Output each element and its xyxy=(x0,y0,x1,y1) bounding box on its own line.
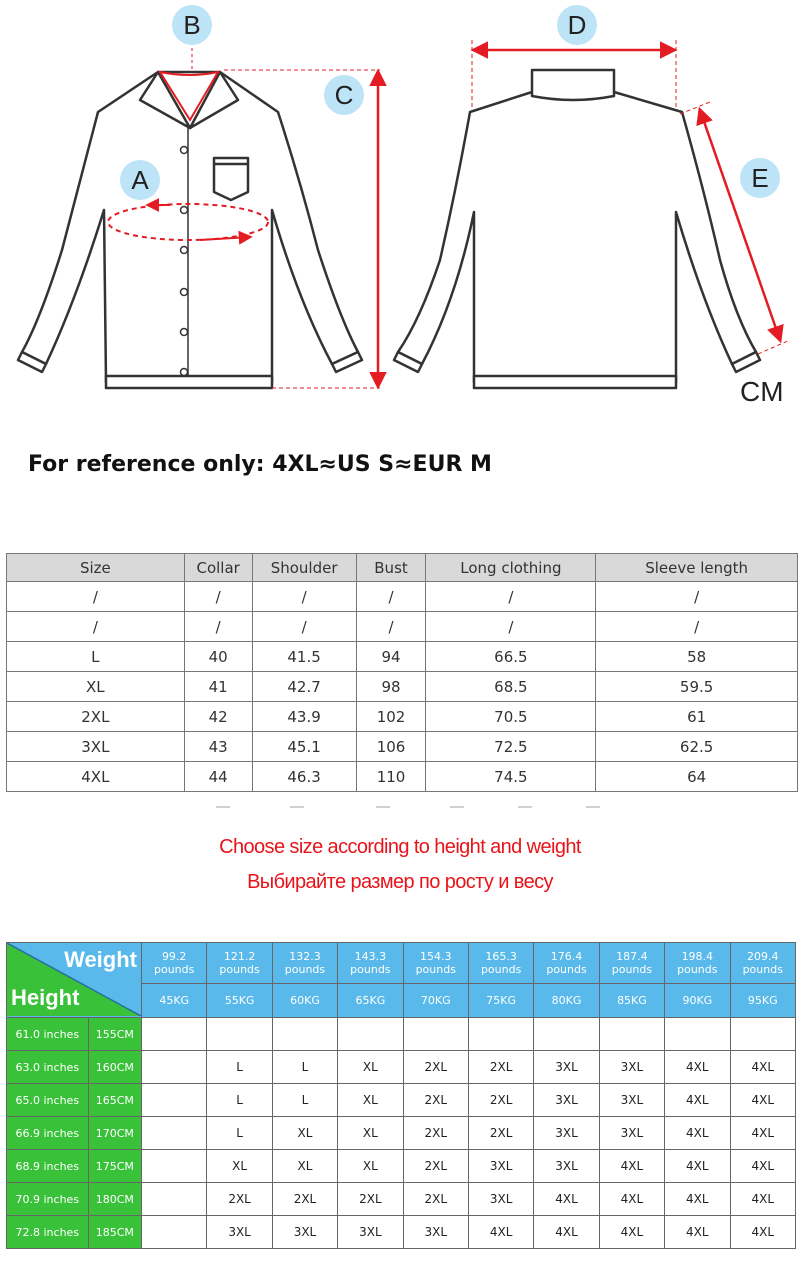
weight-kg-header: 45KG xyxy=(142,984,207,1018)
weight-kg-header: 95KG xyxy=(730,984,795,1018)
size-table-cell: 66.5 xyxy=(426,642,596,672)
size-table-cell: / xyxy=(596,582,798,612)
weight-pounds-header xyxy=(403,943,468,984)
height-inches-cell: 66.9 inches xyxy=(7,1117,89,1150)
size-table-row xyxy=(7,672,798,702)
size-table-row xyxy=(7,582,798,612)
size-table-cell: 42.7 xyxy=(252,672,356,702)
size-table-cell: / xyxy=(252,582,356,612)
height-cm-cell: 170CM xyxy=(88,1117,141,1150)
weight-pounds-header xyxy=(142,943,207,984)
size-recommendation-cell: 4XL xyxy=(730,1216,795,1249)
size-table-cell: / xyxy=(252,612,356,642)
size-table-cell: 98 xyxy=(356,672,426,702)
weight-pounds-header xyxy=(468,943,533,984)
size-recommendation-cell: XL xyxy=(207,1150,272,1183)
weight-kg-header: 90KG xyxy=(665,984,730,1018)
weight-pounds-header xyxy=(665,943,730,984)
size-table-cell: / xyxy=(356,582,426,612)
height-label: Height xyxy=(11,985,80,1010)
size-recommendation-cell xyxy=(730,1018,795,1051)
reference-note: For reference only: 4XL≈US S≈EUR M xyxy=(28,452,492,477)
weight-pounds-unit: pounds xyxy=(284,963,326,976)
weight-pounds-header xyxy=(338,943,403,984)
size-table-cell: / xyxy=(596,612,798,642)
weight-pounds-unit: pounds xyxy=(154,963,195,976)
label-a-badge: A xyxy=(120,160,160,200)
header-collar: Collar xyxy=(184,554,252,582)
height-row xyxy=(7,1084,796,1117)
size-recommendation-cell: 4XL xyxy=(730,1084,795,1117)
size-table-cell: 3XL xyxy=(7,732,185,762)
divider-dot xyxy=(586,806,600,808)
size-table-cell: 42 xyxy=(184,702,252,732)
size-table-cell: / xyxy=(426,582,596,612)
size-table-cell: 41.5 xyxy=(252,642,356,672)
height-inches-cell: 61.0 inches xyxy=(7,1018,89,1051)
size-recommendation-cell xyxy=(142,1051,207,1084)
size-table-cell: / xyxy=(7,582,185,612)
size-recommendation-cell: 4XL xyxy=(534,1216,599,1249)
size-table-row xyxy=(7,762,798,792)
weight-pounds-unit: pounds xyxy=(415,963,456,976)
weight-pounds-value: 99.2 xyxy=(161,950,187,963)
height-row xyxy=(7,1117,796,1150)
size-table-cell: 62.5 xyxy=(596,732,798,762)
divider-dot xyxy=(290,806,304,808)
unit-label: CM xyxy=(740,376,784,407)
height-cm-cell: 155CM xyxy=(88,1018,141,1051)
height-inches-cell: 68.9 inches xyxy=(7,1150,89,1183)
weight-pounds-value: 154.3 xyxy=(420,950,452,963)
weight-pounds-header xyxy=(207,943,272,984)
size-recommendation-cell xyxy=(468,1018,533,1051)
size-table-cell: 44 xyxy=(184,762,252,792)
size-recommendation-cell: 4XL xyxy=(599,1216,664,1249)
size-recommendation-cell xyxy=(534,1018,599,1051)
size-table-cell: 4XL xyxy=(7,762,185,792)
size-recommendation-cell: 3XL xyxy=(403,1216,468,1249)
height-cm-cell: 175CM xyxy=(88,1150,141,1183)
size-recommendation-cell: L xyxy=(207,1117,272,1150)
size-table-cell: / xyxy=(356,612,426,642)
table-corner xyxy=(7,943,142,1018)
size-recommendation-cell xyxy=(142,1018,207,1051)
divider-dot xyxy=(216,806,230,808)
weight-kg-header: 75KG xyxy=(468,984,533,1018)
weight-pounds-value: 209.4 xyxy=(747,950,779,963)
size-recommendation-cell: XL xyxy=(338,1084,403,1117)
divider-dot xyxy=(450,806,464,808)
size-table-cell: XL xyxy=(7,672,185,702)
size-table-cell: / xyxy=(184,612,252,642)
height-inches-cell: 72.8 inches xyxy=(7,1216,89,1249)
size-recommendation-cell xyxy=(665,1018,730,1051)
size-recommendation-cell xyxy=(142,1084,207,1117)
height-inches-cell: 70.9 inches xyxy=(7,1183,89,1216)
height-row xyxy=(7,1018,796,1051)
weight-pounds-value: 187.4 xyxy=(616,950,648,963)
size-recommendation-cell xyxy=(338,1018,403,1051)
size-recommendation-cell: 3XL xyxy=(534,1117,599,1150)
height-cm-cell: 180CM xyxy=(88,1183,141,1216)
size-recommendation-cell: 2XL xyxy=(403,1051,468,1084)
height-cm-cell: 185CM xyxy=(88,1216,141,1249)
choose-size-text-ru: Выбирайте размер по росту и весу xyxy=(247,871,553,893)
size-recommendation-cell: 2XL xyxy=(468,1084,533,1117)
weight-label: Weight xyxy=(64,947,137,972)
weight-kg-header: 80KG xyxy=(534,984,599,1018)
size-recommendation-cell: XL xyxy=(272,1117,337,1150)
size-recommendation-cell: 2XL xyxy=(468,1051,533,1084)
weight-pounds-value: 132.3 xyxy=(289,950,321,963)
weight-pounds-value: 198.4 xyxy=(681,950,714,963)
weight-pounds-header xyxy=(534,943,599,984)
size-table-cell: 64 xyxy=(596,762,798,792)
size-recommendation-cell: 2XL xyxy=(403,1150,468,1183)
size-recommendation-cell xyxy=(142,1117,207,1150)
size-recommendation-cell xyxy=(142,1183,207,1216)
size-recommendation-cell: 3XL xyxy=(338,1216,403,1249)
height-cm-cell: 165CM xyxy=(88,1084,141,1117)
header-size: Size xyxy=(7,554,185,582)
measurement-diagram xyxy=(0,0,800,420)
size-recommendation-cell: 4XL xyxy=(599,1183,664,1216)
size-table-cell: 106 xyxy=(356,732,426,762)
size-recommendation-cell: 4XL xyxy=(468,1216,533,1249)
height-row xyxy=(7,1216,796,1249)
size-recommendation-cell: L xyxy=(272,1084,337,1117)
size-table-cell: / xyxy=(7,612,185,642)
size-table-cell: 72.5 xyxy=(426,732,596,762)
height-inches-cell: 63.0 inches xyxy=(7,1051,89,1084)
size-table-cell: 110 xyxy=(356,762,426,792)
header-bust: Bust xyxy=(356,554,426,582)
weight-pounds-unit: pounds xyxy=(742,963,783,976)
weight-kg-header: 65KG xyxy=(338,984,403,1018)
height-row xyxy=(7,1183,796,1216)
size-table xyxy=(6,553,798,792)
header-long-clothing: Long clothing xyxy=(426,554,596,582)
weight-pounds-unit: pounds xyxy=(350,963,391,976)
label-c-badge: C xyxy=(324,75,364,115)
weight-kg-header: 60KG xyxy=(272,984,337,1018)
size-table-cell: 74.5 xyxy=(426,762,596,792)
weight-pounds-value: 176.4 xyxy=(550,950,583,963)
label-d-badge: D xyxy=(557,5,597,45)
size-recommendation-cell: XL xyxy=(338,1117,403,1150)
size-recommendation-cell: 4XL xyxy=(730,1117,795,1150)
size-recommendation-cell: 3XL xyxy=(599,1084,664,1117)
size-table-cell: L xyxy=(7,642,185,672)
size-recommendation-cell: 4XL xyxy=(665,1216,730,1249)
size-recommendation-cell: 2XL xyxy=(403,1183,468,1216)
size-recommendation-cell: 4XL xyxy=(730,1150,795,1183)
weight-pounds-value: 165.3 xyxy=(485,950,517,963)
weight-pounds-header xyxy=(730,943,795,984)
size-table-cell: 59.5 xyxy=(596,672,798,702)
size-recommendation-cell: XL xyxy=(338,1051,403,1084)
size-table-cell: 40 xyxy=(184,642,252,672)
size-table-cell: 58 xyxy=(596,642,798,672)
size-recommendation-cell: 2XL xyxy=(403,1084,468,1117)
size-recommendation-cell: L xyxy=(207,1051,272,1084)
weight-kg-header: 55KG xyxy=(207,984,272,1018)
size-recommendation-cell: XL xyxy=(272,1150,337,1183)
size-recommendation-cell: 3XL xyxy=(207,1216,272,1249)
size-recommendation-cell: 3XL xyxy=(534,1051,599,1084)
size-recommendation-cell: 4XL xyxy=(665,1084,730,1117)
size-table-row xyxy=(7,702,798,732)
size-recommendation-cell: 4XL xyxy=(665,1051,730,1084)
size-recommendation-cell xyxy=(207,1018,272,1051)
size-table-cell: 70.5 xyxy=(426,702,596,732)
size-recommendation-cell: 4XL xyxy=(730,1183,795,1216)
weight-pounds-unit: pounds xyxy=(219,963,260,976)
size-recommendation-cell: 2XL xyxy=(338,1183,403,1216)
size-recommendation-cell: 2XL xyxy=(207,1183,272,1216)
divider-dot xyxy=(376,806,390,808)
size-recommendation-cell: 3XL xyxy=(468,1183,533,1216)
size-table-cell: 102 xyxy=(356,702,426,732)
weight-pounds-value: 121.2 xyxy=(223,950,256,963)
size-recommendation-cell: XL xyxy=(338,1150,403,1183)
size-table-header xyxy=(7,554,798,582)
size-recommendation-cell: L xyxy=(207,1084,272,1117)
weight-pounds-value: 143.3 xyxy=(354,950,387,963)
size-table-cell: / xyxy=(184,582,252,612)
size-recommendation-cell: 3XL xyxy=(599,1051,664,1084)
size-recommendation-cell: 4XL xyxy=(665,1150,730,1183)
size-table-cell: 68.5 xyxy=(426,672,596,702)
size-recommendation-cell: 4XL xyxy=(665,1117,730,1150)
size-recommendation-cell: 3XL xyxy=(534,1150,599,1183)
weight-kg-header: 70KG xyxy=(403,984,468,1018)
height-weight-table xyxy=(6,942,796,1249)
height-row xyxy=(7,1051,796,1084)
size-recommendation-cell xyxy=(142,1216,207,1249)
size-table-cell: 45.1 xyxy=(252,732,356,762)
size-recommendation-cell: 3XL xyxy=(272,1216,337,1249)
size-recommendation-cell: 4XL xyxy=(665,1183,730,1216)
size-recommendation-cell: 2XL xyxy=(403,1117,468,1150)
height-inches-cell: 65.0 inches xyxy=(7,1084,89,1117)
header-shoulder: Shoulder xyxy=(252,554,356,582)
height-row xyxy=(7,1150,796,1183)
weight-pounds-unit: pounds xyxy=(611,963,653,976)
size-table-row xyxy=(7,642,798,672)
size-recommendation-cell: 3XL xyxy=(599,1117,664,1150)
size-recommendation-cell: 2XL xyxy=(468,1117,533,1150)
size-recommendation-cell xyxy=(403,1018,468,1051)
size-table-cell: 46.3 xyxy=(252,762,356,792)
size-recommendation-cell: L xyxy=(272,1051,337,1084)
header-sleeve-length: Sleeve length xyxy=(596,554,798,582)
weight-pounds-unit: pounds xyxy=(677,963,718,976)
size-recommendation-cell: 2XL xyxy=(272,1183,337,1216)
size-recommendation-cell xyxy=(142,1150,207,1183)
label-e-badge: E xyxy=(740,158,780,198)
size-recommendation-cell xyxy=(272,1018,337,1051)
size-table-cell: 43 xyxy=(184,732,252,762)
choose-size-text-en: Choose size according to height and weight xyxy=(219,836,581,858)
size-table-row xyxy=(7,732,798,762)
weight-pounds-header xyxy=(599,943,664,984)
size-recommendation-cell: 3XL xyxy=(534,1084,599,1117)
size-table-cell: 2XL xyxy=(7,702,185,732)
size-table-row xyxy=(7,612,798,642)
size-table-cell: 43.9 xyxy=(252,702,356,732)
weight-pounds-unit: pounds xyxy=(546,963,587,976)
divider-dot xyxy=(518,806,532,808)
size-table-cell: 94 xyxy=(356,642,426,672)
height-cm-cell: 160CM xyxy=(88,1051,141,1084)
shirt-back-drawing xyxy=(394,70,760,388)
size-recommendation-cell: 4XL xyxy=(534,1183,599,1216)
weight-pounds-header xyxy=(272,943,337,984)
size-table-cell: 61 xyxy=(596,702,798,732)
size-recommendation-cell xyxy=(599,1018,664,1051)
weight-kg-header: 85KG xyxy=(599,984,664,1018)
label-b-badge: B xyxy=(172,5,212,45)
size-recommendation-cell: 3XL xyxy=(468,1150,533,1183)
size-recommendation-cell: 4XL xyxy=(730,1051,795,1084)
size-table-cell: / xyxy=(426,612,596,642)
size-recommendation-cell: 4XL xyxy=(599,1150,664,1183)
size-table-cell: 41 xyxy=(184,672,252,702)
weight-pounds-unit: pounds xyxy=(480,963,522,976)
